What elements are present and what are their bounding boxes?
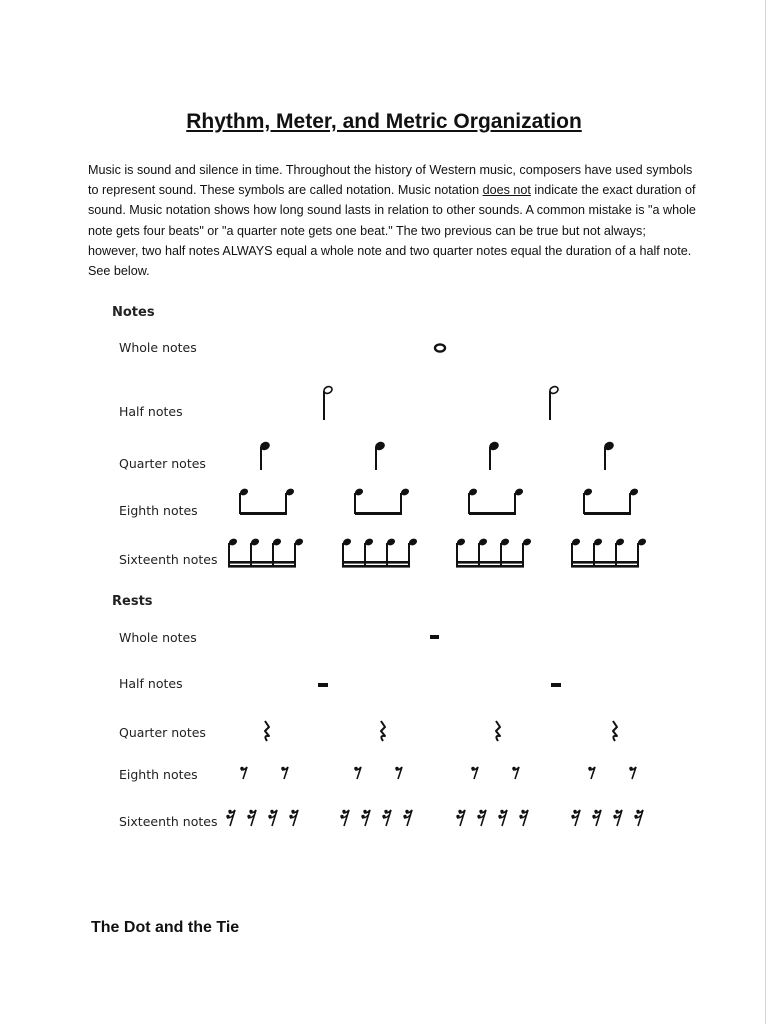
eighth-note-pair — [354, 487, 410, 515]
sixteenth-rest — [361, 810, 370, 826]
quarter-rest — [496, 721, 500, 741]
rests-sixteenth-label: Sixteenth notes — [119, 814, 218, 829]
intro-emphasis: does not — [482, 183, 531, 198]
sixteenth-note-group — [228, 537, 304, 567]
rests-figure — [226, 635, 643, 826]
beam — [342, 561, 410, 564]
intro-text-start: Music is sound and silence in time. Throughout the history of Western music, composers have used symbols to represent sound. These symbols are called notation. Music notation — [88, 163, 693, 198]
quarter-note — [375, 441, 385, 470]
whole-notes-row — [435, 344, 445, 351]
half-notes-row — [323, 385, 559, 420]
sixteenth-rests-row — [226, 810, 643, 826]
beam — [240, 512, 287, 515]
notes-eighth-label: Eighth notes — [119, 503, 198, 518]
whole-rest — [430, 635, 439, 639]
quarter-note — [489, 441, 499, 470]
beam — [571, 561, 639, 564]
sixteenth-rest — [268, 810, 277, 826]
beam — [342, 565, 410, 568]
sixteenth-rest — [477, 810, 486, 826]
half-note — [323, 385, 333, 420]
sixteenth-rest — [571, 810, 580, 826]
eighth-note-pair — [583, 487, 639, 515]
rests-quarter-label: Quarter notes — [119, 725, 206, 740]
rests-half-label: Half notes — [119, 676, 183, 691]
quarter-notes-row — [260, 441, 614, 470]
notes-whole-label: Whole notes — [119, 340, 197, 355]
quarter-rest — [381, 721, 385, 741]
whole-rests-row — [430, 635, 439, 639]
eighth-rest — [354, 767, 361, 779]
notes-quarter-label: Quarter notes — [119, 456, 206, 471]
rests-heading: Rests — [112, 594, 153, 609]
beam — [456, 561, 524, 564]
notes-half-label: Half notes — [119, 404, 183, 419]
half-rest — [318, 683, 328, 687]
half-note — [549, 385, 559, 420]
sixteenth-rest — [456, 810, 465, 826]
sixteenth-rest — [247, 810, 256, 826]
sixteenth-rest — [498, 810, 507, 826]
sixteenth-notes-row — [228, 537, 647, 567]
rests-whole-label: Whole notes — [119, 630, 197, 645]
sixteenth-rest — [226, 810, 235, 826]
half-rest — [551, 683, 561, 687]
quarter-rests-row — [265, 721, 617, 741]
beam — [355, 512, 402, 515]
eighth-note-pair — [468, 487, 524, 515]
eighth-rest — [629, 767, 636, 779]
sixteenth-rest — [403, 810, 412, 826]
notes-heading: Notes — [112, 305, 155, 320]
sixteenth-rest — [519, 810, 528, 826]
sixteenth-note-group — [456, 537, 532, 567]
sixteenth-rest — [613, 810, 622, 826]
rests-eighth-label: Eighth notes — [119, 767, 198, 782]
sixteenth-note-group — [571, 537, 647, 567]
beam — [469, 512, 516, 515]
quarter-note — [604, 441, 614, 470]
beam — [584, 512, 631, 515]
intro-text-end: indicate the exact duration of sound. Music notation shows how long sound lasts in relation to other sounds. A common mistake is "a whole note gets four beats" or "a quarter note gets one beat." The two previous can be true but not always; however, two half notes ALWAYS equal a whole note and two quarter notes equal the duration of a half note. See below. — [88, 183, 696, 279]
eighth-rest — [588, 767, 595, 779]
beam — [571, 565, 639, 568]
eighth-rest — [281, 767, 288, 779]
notes-sixteenth-label: Sixteenth notes — [119, 552, 218, 567]
sixteenth-rest — [592, 810, 601, 826]
eighth-rest — [512, 767, 519, 779]
quarter-rest — [613, 721, 617, 741]
beam — [456, 565, 524, 568]
page-title: Rhythm, Meter, and Metric Organization — [186, 110, 582, 133]
sixteenth-rest — [382, 810, 391, 826]
half-rests-row — [318, 683, 561, 687]
beam — [228, 565, 296, 568]
sixteenth-rest — [634, 810, 643, 826]
quarter-note — [260, 441, 270, 470]
quarter-rest — [265, 721, 269, 741]
eighth-rest — [240, 767, 247, 779]
beam — [228, 561, 296, 564]
sixteenth-rest — [289, 810, 298, 826]
sixteenth-note-group — [342, 537, 418, 567]
section-dot-tie-title: The Dot and the Tie — [91, 919, 240, 936]
eighth-notes-row — [239, 487, 639, 515]
notes-figure — [228, 344, 647, 567]
eighth-rest — [395, 767, 402, 779]
eighth-rest — [471, 767, 478, 779]
eighth-rests-row — [240, 767, 636, 779]
whole-note — [435, 344, 445, 351]
eighth-note-pair — [239, 487, 295, 515]
sixteenth-rest — [340, 810, 349, 826]
